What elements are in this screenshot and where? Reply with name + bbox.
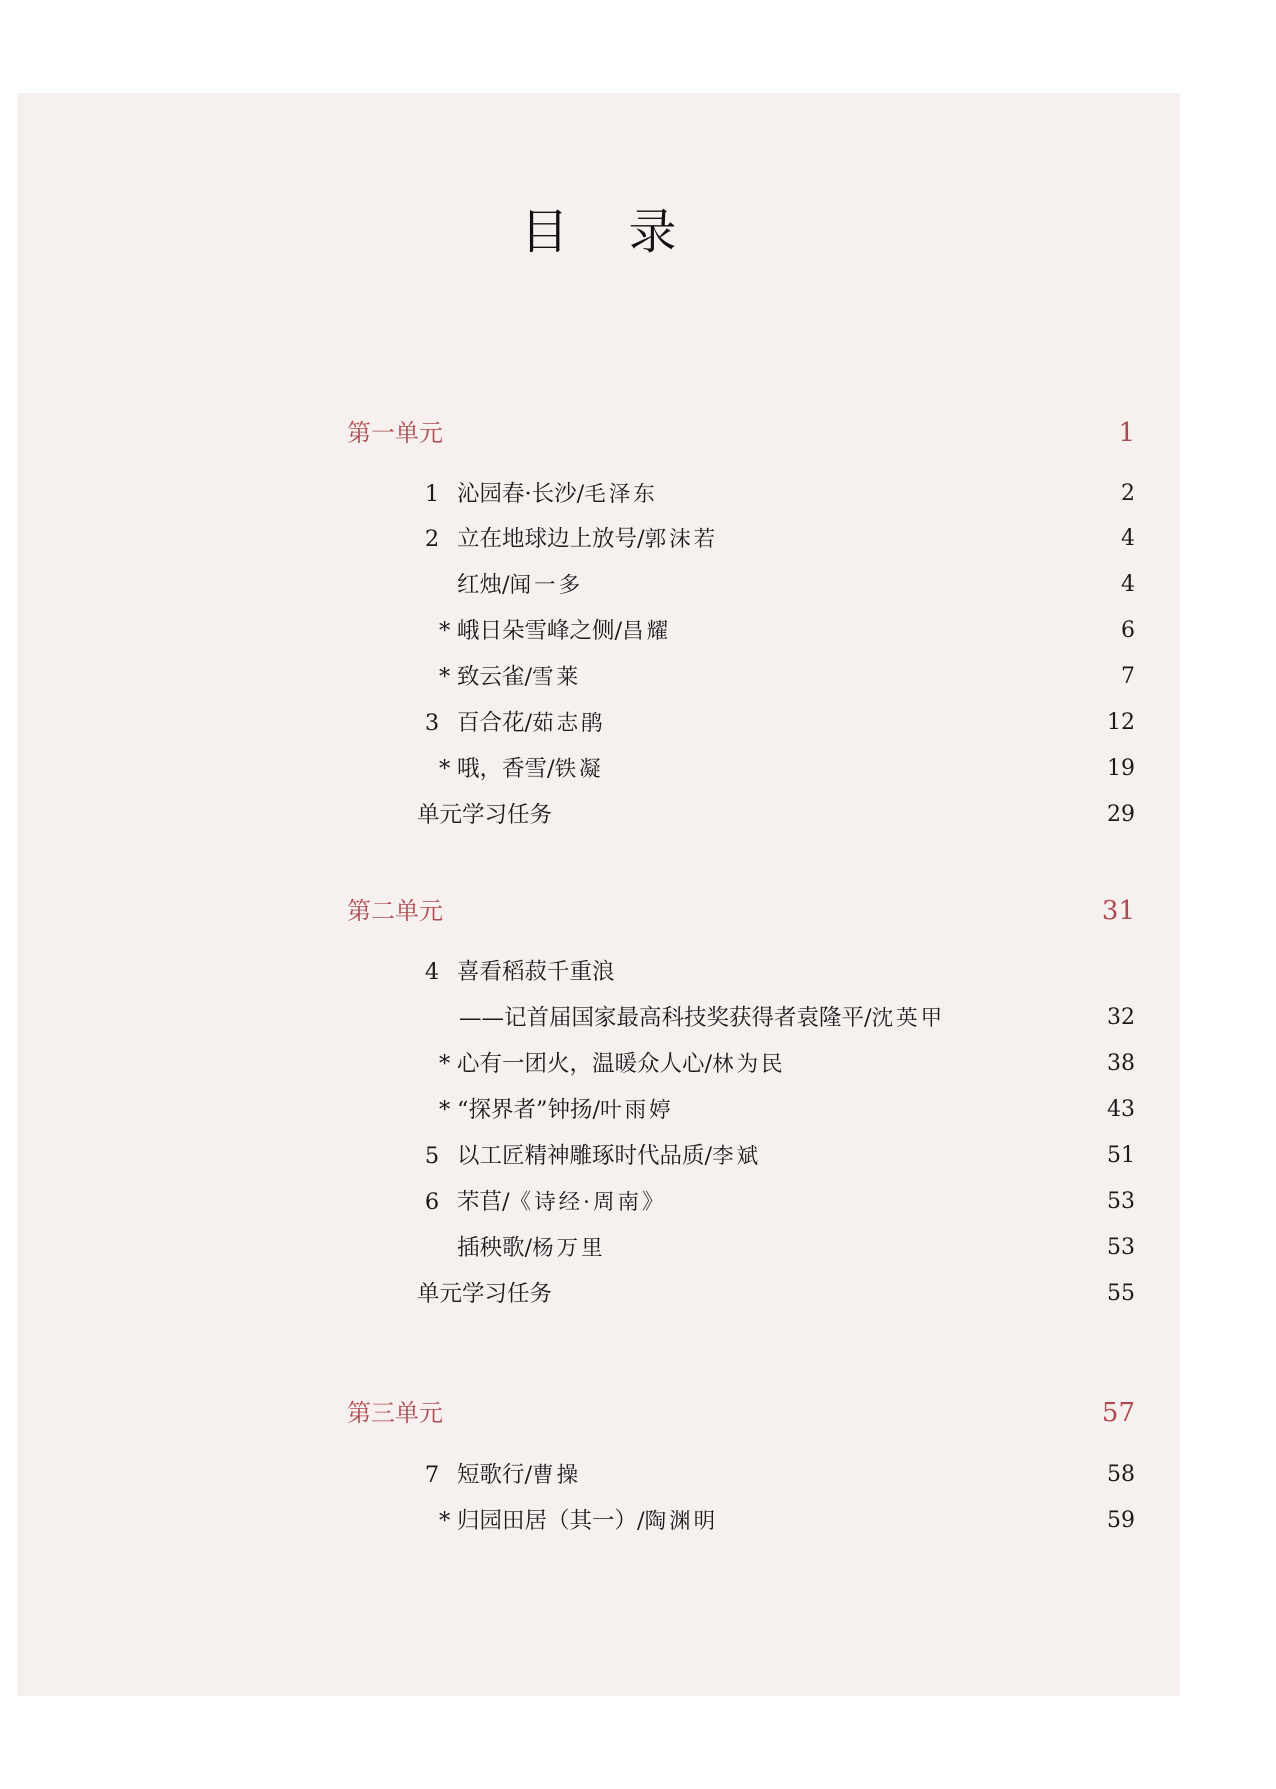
unit-name: 第三单元 [347, 1399, 443, 1427]
toc-entry[interactable]: 5 以工匠精神雕琢时代品质/李斌 51 [347, 1136, 1135, 1176]
entry-title: 芣苢 [457, 1189, 503, 1215]
toc-entry[interactable]: * 致云雀/雪莱 7 [347, 657, 1135, 697]
toc-entry[interactable]: * 峨日朵雪峰之侧/昌耀 6 [347, 611, 1135, 651]
toc-entry[interactable]: 7 短歌行/曹操 58 [347, 1455, 1135, 1495]
entry-author: 曹操 [532, 1463, 582, 1488]
entry-index: 1 [424, 481, 440, 507]
entry-page: 4 [1121, 526, 1135, 551]
unit-heading[interactable] [347, 891, 1135, 931]
toc-entry[interactable]: 2 立在地球边上放号/郭沫若 4 [347, 519, 1135, 559]
entry-page: 59 [1107, 1508, 1135, 1533]
entry-page: 51 [1107, 1143, 1135, 1168]
optional-marker: * [439, 1508, 451, 1534]
entry-author: 《诗经·周南》 [509, 1190, 667, 1215]
optional-marker: * [439, 756, 451, 782]
toc-entry[interactable] [347, 795, 1135, 835]
entry-author: 林为民 [712, 1052, 786, 1077]
entry-author: 雪莱 [532, 665, 582, 690]
optional-marker: * [439, 618, 451, 644]
entry-title: “探界者”钟扬 [457, 1097, 593, 1123]
entry-index: 2 [424, 526, 440, 552]
entry-page: 6 [1121, 618, 1135, 643]
entry-title: 归园田居（其一） [457, 1508, 638, 1534]
entry-title: 百合花 [457, 710, 525, 736]
toc-entry[interactable]: 1 沁园春·长沙/毛泽东 2 [347, 474, 1135, 514]
optional-marker: * [439, 664, 451, 690]
entry-title: 立在地球边上放号 [457, 526, 638, 552]
entry-page: 43 [1107, 1097, 1135, 1122]
unit-name: 第一单元 [347, 419, 443, 447]
entry-page: 4 [1121, 572, 1135, 597]
unit-heading[interactable] [347, 1393, 1135, 1433]
entry-author: 毛泽东 [584, 482, 658, 507]
toc-entry[interactable]: * 心有一团火，温暖众人心/林为民 38 [347, 1044, 1135, 1084]
entry-title: 喜看稻菽千重浪 [457, 959, 615, 985]
toc-entry[interactable]: 6 芣苢/《诗经·周南》 53 [347, 1182, 1135, 1222]
entry-title: 致云雀 [457, 664, 525, 690]
entry-index: 5 [424, 1143, 440, 1169]
entry-title: ——记首届国家最高科技奖获得者袁隆平 [459, 1005, 865, 1031]
entry-author: 杨万里 [532, 1236, 606, 1261]
entry-author: 沈英甲 [871, 1006, 946, 1031]
entry-page: 38 [1107, 1051, 1135, 1076]
toc-entry[interactable] [347, 952, 1135, 992]
toc-entry[interactable]: 3 百合花/茹志鹃 12 [347, 703, 1135, 743]
entry-page: 12 [1107, 710, 1135, 735]
entry-author: 陶渊明 [644, 1509, 719, 1534]
entry-index: 4 [424, 959, 440, 985]
toc-entry[interactable]: 红烛/闻一多 4 [347, 565, 1135, 605]
entry-author: 铁凝 [554, 757, 604, 782]
entry-index: 6 [424, 1189, 440, 1215]
entry-author: 李斌 [712, 1144, 762, 1169]
unit-name: 第二单元 [347, 897, 443, 925]
entry-title: 沁园春·长沙 [457, 481, 577, 507]
toc-entry[interactable] [347, 1274, 1135, 1314]
optional-marker: * [439, 1097, 451, 1123]
entry-page: 58 [1107, 1462, 1135, 1487]
entry-author: 茹志鹃 [532, 711, 606, 736]
entry-title: 心有一团火，温暖众人心 [457, 1051, 705, 1077]
entry-title: 以工匠精神雕琢时代品质 [457, 1143, 705, 1169]
toc-entry[interactable]: * “探界者”钟扬/叶雨婷 43 [347, 1090, 1135, 1130]
entry-page: 53 [1107, 1189, 1135, 1214]
entry-index: 3 [424, 710, 440, 736]
unit-heading[interactable] [347, 413, 1135, 453]
toc-entry-subtitle[interactable]: ——记首届国家最高科技奖获得者袁隆平/沈英甲 32 [347, 998, 1135, 1038]
entry-author: 叶雨婷 [600, 1098, 674, 1123]
entry-title: 红烛 [457, 572, 503, 598]
unit-page: 57 [1101, 1398, 1135, 1428]
entry-index: 7 [424, 1462, 440, 1488]
entry-title: 峨日朵雪峰之侧 [457, 618, 615, 644]
toc-page [17, 93, 1180, 1696]
entry-page: 29 [1107, 802, 1135, 827]
optional-marker: * [439, 1051, 451, 1077]
entry-page: 55 [1107, 1281, 1135, 1306]
entry-title: 哦，香雪 [457, 756, 548, 782]
entry-title: 插秧歌 [457, 1235, 525, 1261]
entry-page: 53 [1107, 1235, 1135, 1260]
entry-title: 单元学习任务 [417, 802, 553, 828]
entry-page: 19 [1107, 756, 1135, 781]
entry-page: 32 [1107, 1005, 1135, 1030]
entry-title: 单元学习任务 [417, 1281, 553, 1307]
entry-page: 2 [1121, 481, 1135, 506]
toc-entry[interactable]: * 哦，香雪/铁凝 19 [347, 749, 1135, 789]
entry-page: 7 [1121, 664, 1135, 689]
toc-entry[interactable]: * 归园田居（其一）/陶渊明 59 [347, 1501, 1135, 1541]
entry-author: 郭沫若 [644, 527, 719, 552]
entry-author: 闻一多 [509, 573, 584, 598]
unit-page: 1 [1118, 418, 1135, 448]
unit-page: 31 [1101, 896, 1135, 926]
toc-title: 目录 [520, 204, 737, 260]
toc-entry[interactable]: 插秧歌/杨万里 53 [347, 1228, 1135, 1268]
entry-title: 短歌行 [457, 1462, 525, 1488]
entry-author: 昌耀 [622, 619, 672, 644]
